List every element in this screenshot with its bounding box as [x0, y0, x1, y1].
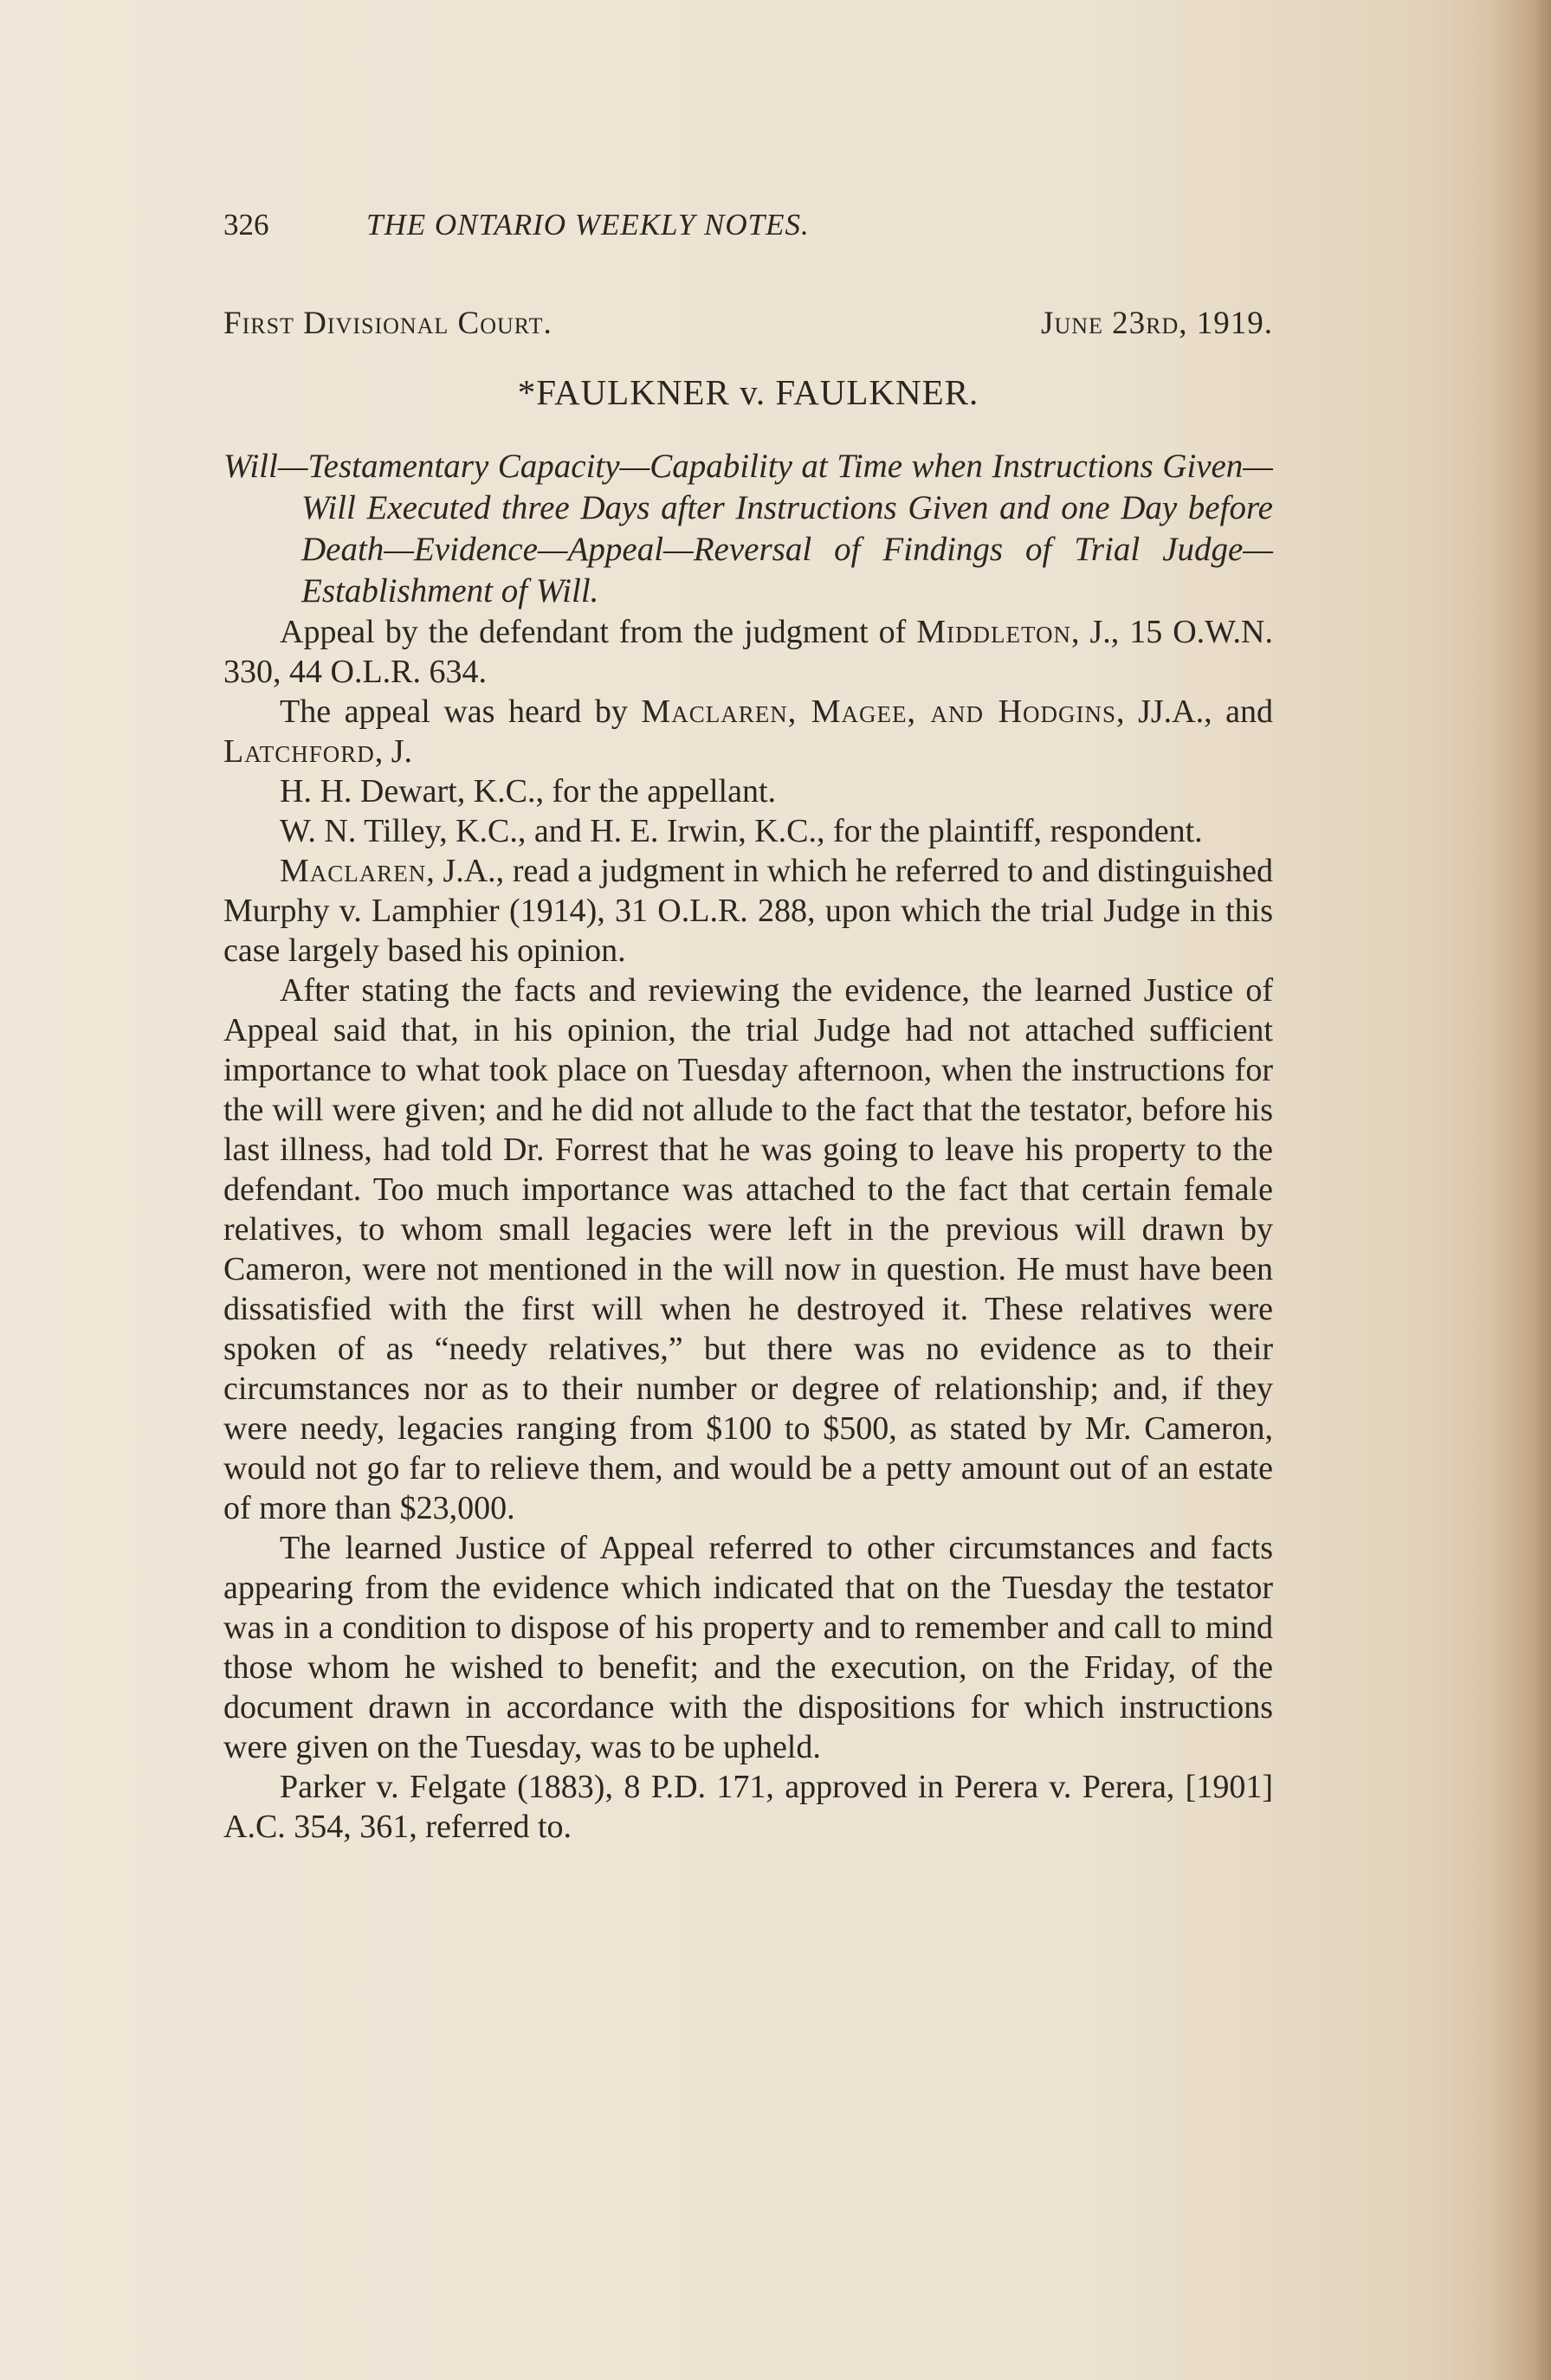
- running-head: [223, 208, 1273, 260]
- counsel-respondent: W. N. Tilley, K.C., and H. E. Irwin, K.C., for the plaintiff, respondent.: [280, 813, 1203, 849]
- appeal-intro-text: Appeal by the defendant from the judgment of: [280, 614, 917, 650]
- page-edge-shadow: [1490, 0, 1551, 2380]
- bench-judge-latchford: Latchford: [223, 733, 375, 770]
- trial-judge-name: Middleton: [916, 614, 1072, 650]
- court-name: First Divisional Court.: [223, 306, 553, 341]
- case-title: *FAULKNER v. FAULKNER.: [517, 372, 979, 412]
- bench-text: The appeal was heard by: [280, 693, 642, 730]
- bench-paragraph: [223, 692, 1273, 771]
- judgment-para1-text: , J.A., read a judgment in which he referred to and distinguished Murphy v. Lamphier (1914), 31 O.L.R. 288, upon which the trial Judge in this case largely based his opinion.: [223, 853, 1273, 969]
- bench-judges: Maclaren, Magee, and Hodgins: [641, 693, 1117, 730]
- judgment-paragraph-2: After stating the facts and reviewing the evidence, the learned Justice of Appeal said that, in his opinion, the trial Judge had not attached sufficient importance to what took place on Tuesday afternoon, when the instructions for the will were given; and he did not allude to the fact that the testator, before his last illness, had told Dr. Forrest that he was going to leave his property to the defendant. Too much importance was attached to the fact that certain female relatives, to whom small legacies were left in the previous will drawn by Cameron, were not mentioned in the will now in question. He must have been dissatisfied with the first will when he destroyed it. These relatives were spoken of as “needy relatives,” but there was no evidence as to their circumstances nor as to their number or degree of relationship; and, if they were needy, legacies ranging from $100 to $500, as stated by Mr. Cameron, would not go far to relieve them, and would be a petty amount out of an estate of more than $23,000.: [223, 972, 1273, 1526]
- decision-date: June 23rd, 1919.: [1041, 306, 1273, 341]
- counsel-appellant: H. H. Dewart, K.C., for the appellant.: [280, 773, 777, 809]
- bench-end: , J.: [374, 733, 413, 770]
- judgment-paragraph-4: Parker v. Felgate (1883), 8 P.D. 171, approved in Perera v. Perera, [1901] A.C. 354, 361, referred to.: [223, 1769, 1273, 1845]
- appeal-intro-citation: , J., 15 O.W.N. 330, 44 O.L.R. 634.: [223, 614, 1273, 690]
- judgment-paragraph-1: [223, 851, 1273, 971]
- court-date-line: [223, 305, 1273, 342]
- page-number: 326: [223, 208, 269, 242]
- bench-middle: , JJ.A., and: [1116, 693, 1274, 730]
- appeal-intro: [223, 612, 1273, 692]
- headnote: Will—Testamentary Capacity—Capability at Time when Instructions Given—Will Executed three Days after Instructions Given and one Day before Death—Evidence—Appeal—Reversal of Findings of Trial Judge—Establishment of Will.: [223, 448, 1273, 610]
- page-text: [223, 208, 1273, 1847]
- judgment-paragraph-3: The learned Justice of Appeal referred to other circumstances and facts appearing from the evidence which indicated that on the Tuesday the testator was in a condition to dispose of his property and to remember and call to mind those whom he wished to benefit; and the execution, on the Friday, of the document drawn in accordance with the dispositions for which instructions were given on the Tuesday, was to be upheld.: [223, 1530, 1273, 1765]
- judgment-judge-name: Maclaren: [280, 853, 427, 889]
- journal-title: THE ONTARIO WEEKLY NOTES.: [366, 208, 810, 242]
